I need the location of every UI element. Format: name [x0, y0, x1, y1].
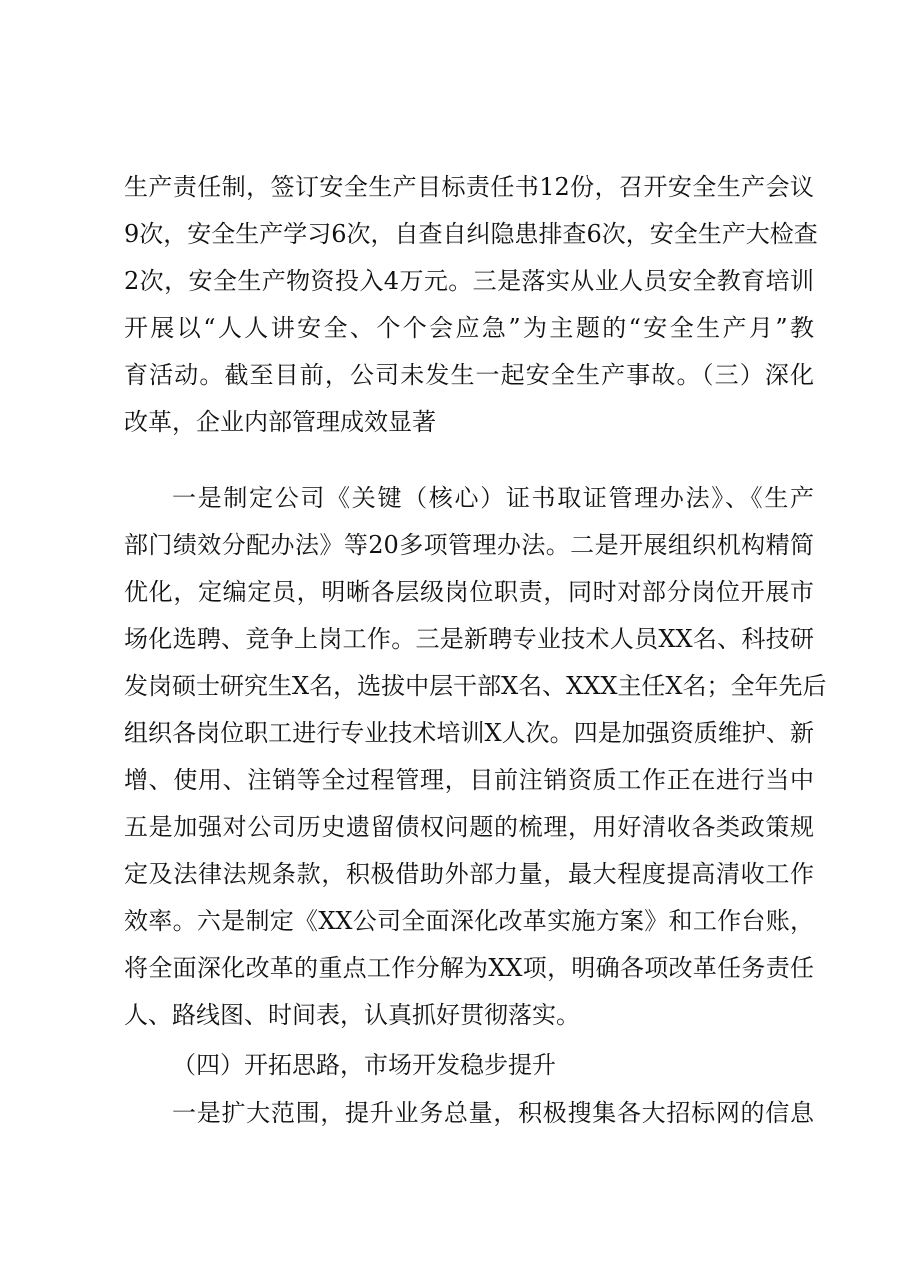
body-text-line: 2次，安全生产物资投入4万元。三是落实从业人员安全教育培训: [124, 267, 814, 295]
body-text-line: 增、使用、注销等全过程管理，目前注销资质工作正在进行当中: [124, 766, 814, 794]
body-text-line: 效率。六是制定《XX公司全面深化改革实施方案》和工作台账，: [124, 907, 814, 935]
paragraph-first-line: 一是制定公司《关键（核心）证书取证管理办法》、《生产: [172, 484, 814, 512]
body-text-line: 开展以“人人讲安全、个个会应急”为主题的“安全生产月”教: [124, 314, 814, 342]
body-text-line: 组织各岗位职工进行专业技术培训X人次。四是加强资质维护、新: [124, 719, 814, 747]
body-text-line: 育活动。截至目前，公司未发生一起安全生产事故。（三）深化: [124, 361, 814, 389]
body-text-line: 部门绩效分配办法》等20多项管理办法。二是开展组织机构精简: [124, 531, 814, 559]
body-text-line: 9次，安全生产学习6次，自查自纠隐患排查6次，安全生产大检查: [124, 220, 818, 248]
section-heading-line: 改革，企业内部管理成效显著: [124, 408, 436, 436]
body-text-line: 生产责任制，签订安全生产目标责任书12份，召开安全生产会议: [124, 173, 814, 201]
body-text-line: 五是加强对公司历史遗留债权问题的梳理，用好清收各类政策规: [124, 813, 814, 841]
body-text-line: 优化，定编定员，明晰各层级岗位职责，同时对部分岗位开展市: [124, 578, 814, 606]
section-heading: （四）开拓思路，市场开发稳步提升: [172, 1051, 556, 1079]
body-text-line: 定及法律法规条款，积极借助外部力量，最大程度提高清收工作: [124, 860, 814, 888]
body-text-line: 人、路线图、时间表，认真抓好贯彻落实。: [124, 1001, 580, 1029]
body-text-line: 场化选聘、竞争上岗工作。三是新聘专业技术人员XX名、科技研: [124, 625, 814, 653]
paragraph-first-line: 一是扩大范围，提升业务总量，积极搜集各大招标网的信息: [172, 1099, 814, 1127]
body-text-line: 将全面深化改革的重点工作分解为XX项，明确各项改革任务责任: [124, 954, 814, 982]
body-text-line: 发岗硕士研究生X名，选拔中层干部X名、XXX主任X名；全年先后: [124, 672, 827, 700]
